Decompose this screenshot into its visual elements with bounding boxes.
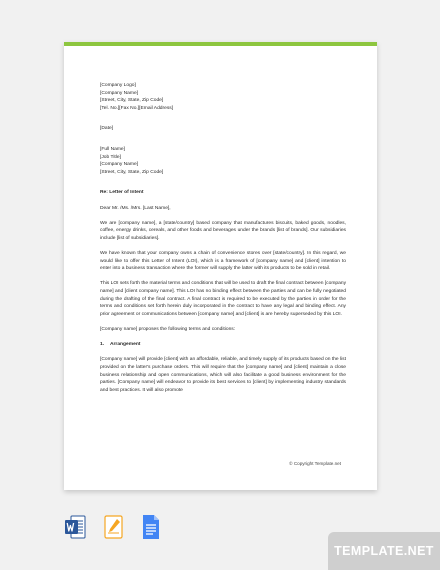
recipient-line: [Full Name]	[100, 146, 126, 152]
recipient-line: [Company Name]	[100, 162, 139, 168]
recipient-line: [Job Title]	[100, 154, 121, 160]
document-page	[64, 42, 377, 490]
letterhead	[100, 82, 346, 112]
document-content	[100, 82, 346, 394]
watermark-badge: TEMPLATE.NET	[328, 532, 440, 570]
body-paragraph: [Company name] proposes the following terms and conditions:	[100, 327, 236, 333]
recipient-line: [Street, City, State, Zip Code]	[100, 169, 164, 175]
section-body: [Company name] will provide [client] with an affordable, reliable, and timely supply of its products based on the list provided on the latter's purchase orders. This will require that the [company name] and [client] maintain a close business relationship and open communications, which will also facilitate a good business environment for the parties. [Company name] will endeavor to provide its best services to [client] by implementing industry standards and best practices. It will also promote	[100, 357, 346, 393]
letter-date: [Date]	[100, 126, 114, 132]
letterhead-line: [Tel. No.][Fax No.][Email Address]	[100, 105, 174, 111]
copyright-text: © Copyright Template.net	[289, 461, 341, 466]
body-paragraph: This LOI sets forth the material terms and conditions that will be used to draft the final contract between [company name] and [client company name]. This LOI has no binding effect between the parties and can be fully negotiated during the drafting of the final contract. A final contract is required to be executed by the parties in order for the terms and conditions set forth herein duly incorporated in the contract to have any legal and binding effect. Any prior agreement or communications between [company name] and [client] is are hereby superseded by this LOI.	[100, 281, 347, 317]
google-docs-icon[interactable]	[140, 513, 162, 541]
section-number: 1.	[100, 342, 105, 348]
salutation: Dear Mr. /Ms. /Mrs. [Last Name],	[100, 205, 171, 211]
letterhead-line: [Company Name]	[100, 90, 139, 96]
body-paragraph: We have known that your company owns a chain of convenience stores over [state/country]. In this regard, we would like to offer this Letter of Intent (LOI), which is a framework of [company name] and [client] intention to enter into a business transaction where the former will supply the latter with its products to be sold in retail.	[100, 251, 346, 272]
pages-icon[interactable]	[102, 513, 124, 541]
letterhead-line: [Street, City, State, Zip Code]	[100, 98, 164, 104]
body-paragraph: We are [company name], a [state/country] based company that manufactures biscuits, baked goods, noodles, coffee, energy drinks, cereals, and other foods and beverages under the brands [list of brands]. Our subsidiaries include [list of subsidiaries].	[100, 220, 346, 241]
section-heading	[100, 341, 346, 349]
subject-line: Re: Letter of Intent	[100, 190, 144, 196]
section-title: Arrangement	[110, 342, 141, 348]
recipient-block	[100, 146, 346, 176]
word-icon[interactable]	[64, 513, 86, 541]
app-icons	[64, 513, 162, 541]
letterhead-line: [Company Logo]	[100, 83, 136, 88]
